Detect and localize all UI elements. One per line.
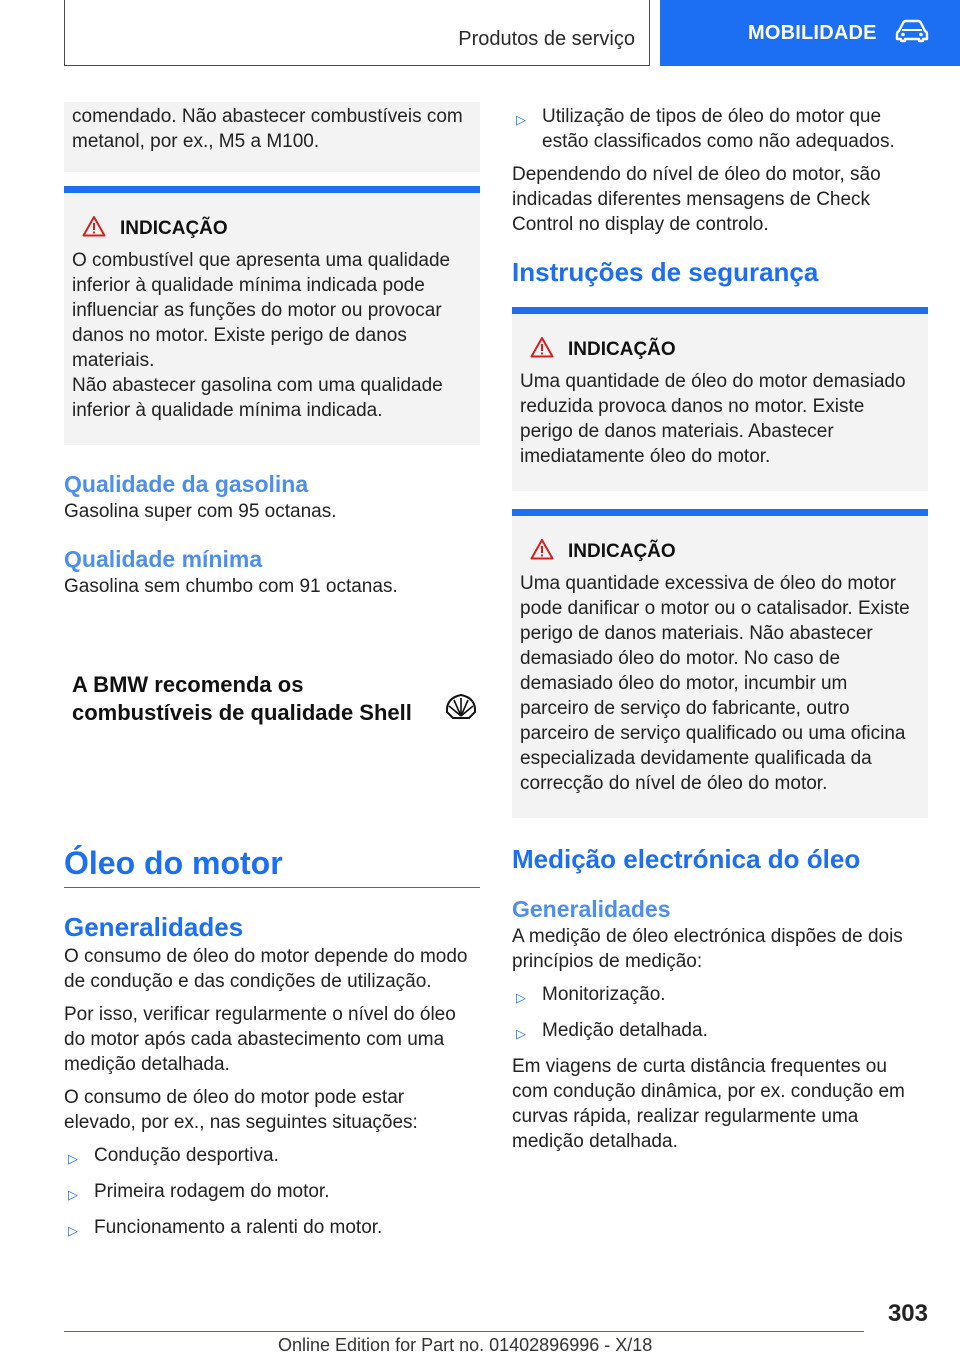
paragraph: O consumo de óleo do motor pode estar elevado, por ex., nas seguintes situações: — [64, 1087, 418, 1133]
minimum-text: Gasolina sem chumbo com 91 octanas. — [64, 576, 398, 597]
shell-logo-icon — [444, 692, 478, 727]
triangle-bullet-icon: ▷ — [516, 990, 526, 1005]
heading-safety: Instruções de segurança — [512, 257, 819, 287]
footer-text: Online Edition for Part no. 01402896996 - X/18 — [278, 1335, 653, 1355]
notice-text: Não abastecer gasolina com uma qualidade inferior à qualidade mínima indicada. — [72, 375, 443, 421]
triangle-bullet-icon: ▷ — [68, 1223, 78, 1238]
situation-list — [64, 1143, 480, 1243]
warning-icon — [82, 215, 106, 242]
heading-electronic-measurement: Medição electrónica do óleo — [512, 844, 861, 874]
triangle-bullet-icon: ▷ — [516, 112, 526, 127]
notice-box — [64, 186, 480, 445]
list-item: ▷ Utilização de tipos de óleo do motor que estão classificados como não adequados. — [512, 104, 928, 154]
situation-list-cont — [512, 104, 928, 154]
chapter-tab[interactable] — [660, 0, 960, 66]
list-item: ▷ Monitorização. — [512, 982, 928, 1010]
header-section-box — [64, 0, 650, 66]
triangle-bullet-icon: ▷ — [68, 1151, 78, 1166]
notice-title: INDICAÇÃO — [120, 217, 228, 239]
page-number: 303 — [887, 1300, 928, 1327]
warning-icon — [530, 538, 554, 565]
paragraph: O consumo de óleo do motor depende do modo de condução e das condições de utilização. — [64, 946, 468, 992]
paragraph: Por isso, verificar regularmente o nível do óleo do motor após cada abastecimento com uma medição detalhada. — [64, 1004, 456, 1075]
notice-box — [512, 307, 928, 491]
notice-text: O combustível que apresenta uma qualidade inferior à qualidade mínima indicada pode influenciar as funções do motor ou provocar danos no motor. Existe perigo de danos materiais. — [72, 250, 451, 371]
warning-icon — [530, 336, 554, 363]
heading-general: Generalidades — [512, 896, 671, 922]
triangle-bullet-icon: ▷ — [516, 1026, 526, 1041]
list-item: ▷ Primeira rodagem do motor. — [64, 1179, 480, 1207]
paragraph: A medição de óleo electrónica dispões de dois princípios de medição: — [512, 926, 903, 972]
heading-minimum-quality: Qualidade mínima — [64, 546, 263, 572]
notice-box — [512, 509, 928, 818]
chapter-title: MOBILIDADE — [748, 21, 877, 44]
paragraph: Em viagens de curta distância frequentes ou com condução dinâmica, por ex. condução em curvas rápida, realizar regularmente uma medição detalhada. — [512, 1056, 905, 1152]
paragraph: Dependendo do nível de óleo do motor, são indicadas diferentes mensagens de Check Control no display de controlo. — [512, 164, 881, 235]
gasoline-text: Gasolina super com 95 octanas. — [64, 501, 337, 522]
footer-divider — [64, 1331, 864, 1332]
shell-text: A BMW recomenda os combustíveis de qualidade Shell — [72, 672, 412, 725]
notice-title: INDICAÇÃO — [568, 338, 676, 360]
left-column — [64, 102, 480, 1243]
right-column — [512, 102, 928, 1154]
list-item: ▷ Funcionamento a ralenti do motor. — [64, 1215, 480, 1243]
heading-gasoline-quality: Qualidade da gasolina — [64, 471, 309, 497]
heading-general: Generalidades — [64, 912, 244, 942]
notice-title: INDICAÇÃO — [568, 540, 676, 562]
list-item: ▷ Medição detalhada. — [512, 1018, 928, 1046]
car-icon — [895, 19, 929, 48]
continuation-box — [64, 102, 480, 172]
shell-recommendation — [64, 671, 480, 727]
list-item: ▷ Condução desportiva. — [64, 1143, 480, 1171]
notice-text: Uma quantidade excessiva de óleo do motor pode danificar o motor ou o catalisador. Existe perigo de danos materiais. Não abastecer demasiado óleo do motor. No caso de demasiado óleo do motor, incumbir um parceiro de serviço do fabricante, outro parceiro de serviço qualificado ou uma oficina especializada devidamente qualificada da correcção do nível de óleo do motor. — [520, 573, 910, 794]
notice-text: Uma quantidade de óleo do motor demasiado reduzida provoca danos no motor. Existe perigo de danos materiais. Abastecer imediatamente óleo do motor. — [520, 371, 906, 467]
continuation-text: comendado. Não abastecer combustíveis com metanol, por ex., M5 a M100. — [72, 106, 463, 152]
section-title: Produtos de serviço — [458, 28, 635, 50]
triangle-bullet-icon: ▷ — [68, 1187, 78, 1202]
heading-engine-oil: Óleo do motor — [64, 843, 480, 888]
measurement-list — [512, 982, 928, 1046]
